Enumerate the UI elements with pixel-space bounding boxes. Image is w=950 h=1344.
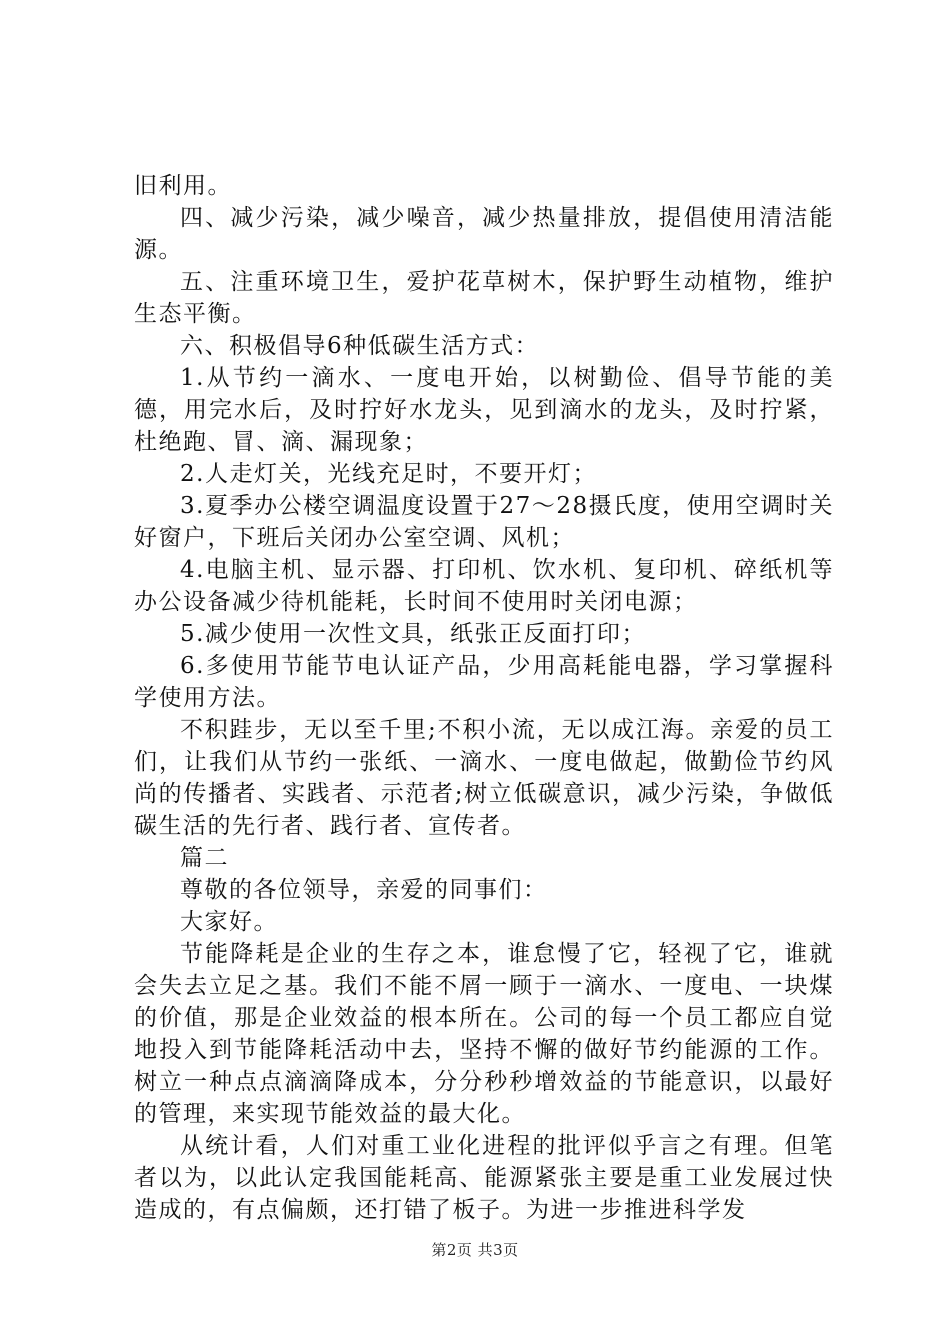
document-body [134,170,834,1226]
section-heading: 篇二 [180,845,229,871]
paragraph: 2.人走灯关，光线充足时，不要开灯； [180,461,597,487]
paragraph: 六、积极倡导6种低碳生活方式： [180,333,540,359]
paragraph: 4.电脑主机、显示器、打印机、饮水机、复印机、碎纸机等办公设备减少待机能耗，长时间不使用时关闭电源； [134,557,834,615]
paragraph: 6.多使用节能节电认证产品，少用高耗能电器，学习掌握科学使用方法。 [134,653,834,711]
paragraph: 1.从节约一滴水、一度电开始，以树勤俭、倡导节能的美德，用完水后，及时拧好水龙头，见到滴水的龙头，及时拧紧，杜绝跑、冒、滴、漏现象； [134,365,834,455]
salutation: 尊敬的各位领导，亲爱的同事们： [180,877,548,903]
greeting: 大家好。 [180,909,278,935]
paragraph: 五、注重环境卫生，爱护花草树木，保护野生动植物，维护生态平衡。 [134,269,834,327]
paragraph: 3.夏季办公楼空调温度设置于27～28摄氏度，使用空调时关好窗户，下班后关闭办公室空调、风机； [134,493,834,551]
page-footer: 第2页 共3页 [431,1241,519,1259]
paragraph: 旧利用。 [134,173,232,199]
paragraph: 从统计看，人们对重工业化进程的批评似乎言之有理。但笔者以为，以此认定我国能耗高、能源紧张主要是重工业发展过快造成的，有点偏颇，还打错了板子。为进一步推进科学发 [134,1133,834,1223]
paragraph: 四、减少污染，减少噪音，减少热量排放，提倡使用清洁能源。 [134,205,834,263]
paragraph: 5.减少使用一次性文具，纸张正反面打印； [180,621,646,647]
paragraph: 不积跬步，无以至千里;不积小流，无以成江海。亲爱的员工们，让我们从节约一张纸、一滴水、一度电做起，做勤俭节约风尚的传播者、实践者、示范者;树立低碳意识，减少污染，争做低碳生活的先行者、践行者、宣传者。 [134,717,834,839]
paragraph: 节能降耗是企业的生存之本，谁怠慢了它，轻视了它，谁就会失去立足之基。我们不能不屑一顾于一滴水、一度电、一块煤的价值，那是企业效益的根本所在。公司的每一个员工都应自觉地投入到节能降耗活动中去，坚持不懈的做好节约能源的工作。树立一种点点滴滴降成本，分分秒秒增效益的节能意识，以最好的管理，来实现节能效益的最大化。 [134,941,834,1127]
